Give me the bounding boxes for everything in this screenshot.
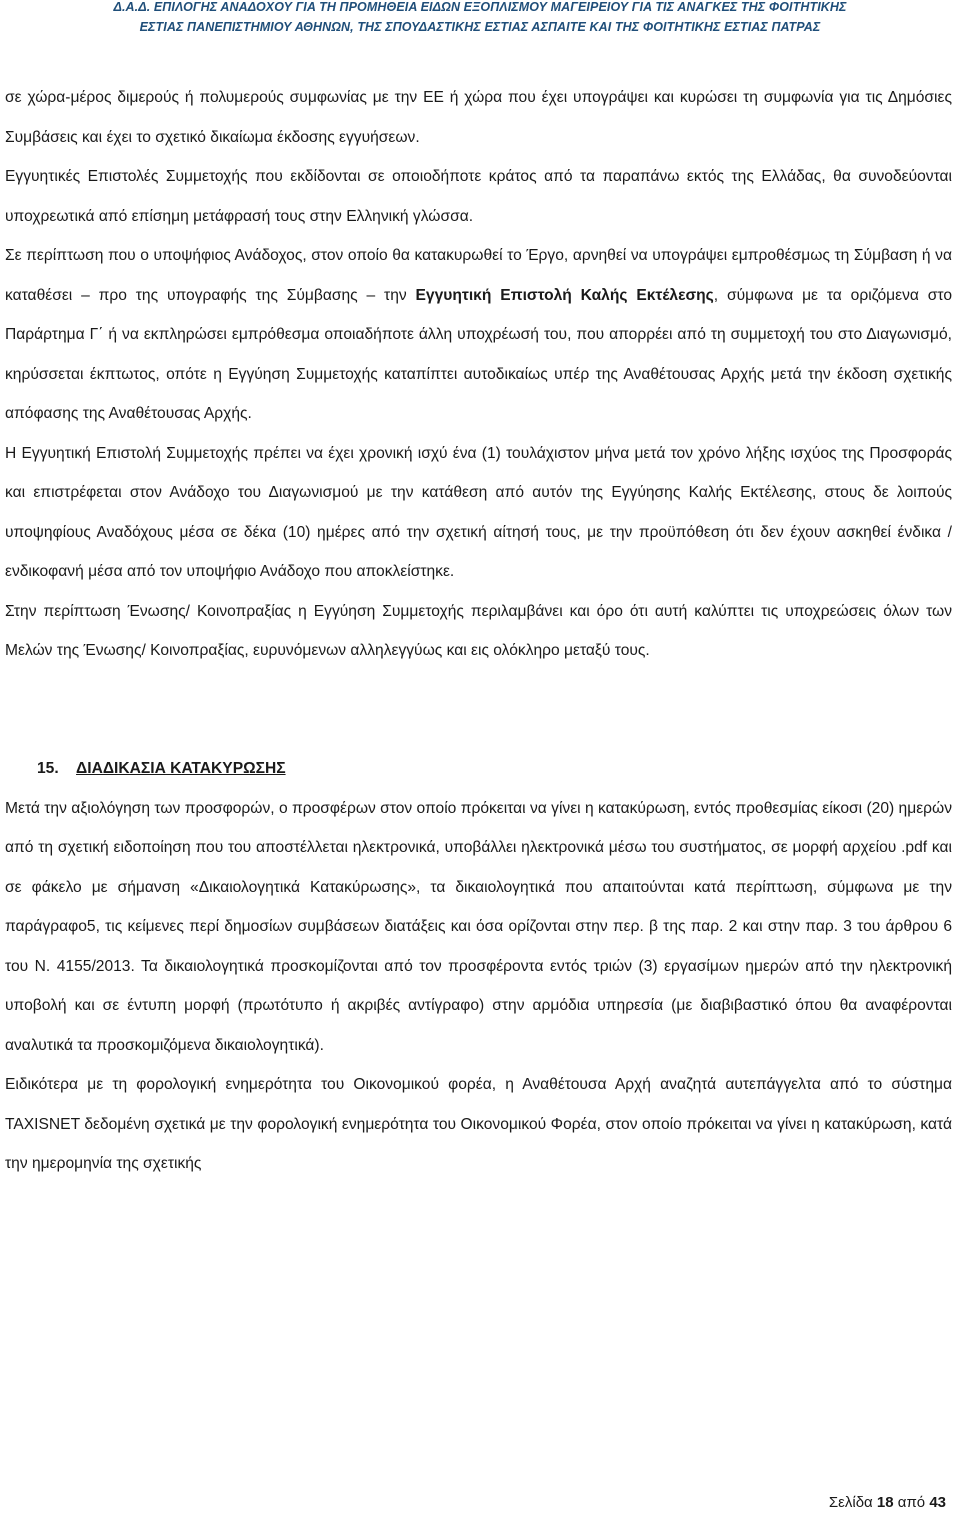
section-heading <box>5 749 952 789</box>
paragraph-forfeiture: Σε περίπτωση που ο υποψήφιος Ανάδοχος, στον οποίο θα κατακυρωθεί το Έργο, αρνηθεί να υπογράψει εμπροθέσμως τη Σύμβαση ή να καταθέσει – προ της υπογραφής της Σύμβασης – την Εγγυητική Επιστολή Καλής Εκτέλεσης, σύμφωνα με τα οριζόμενα στο Παράρτημα Γ΄ ή να εκπληρώσει εμπρόθεσμα οποιαδήποτε άλλη υποχρέωσή του, που απορρέει από τη συμμετοχή του στο Διαγωνισμό, κηρύσσεται έκπτωτος, οπότε η Εγγύηση Συμμετοχής καταπίπτει αυτοδικαίως υπέρ της Αναθέτουσας Αρχής μετά την έκδοση σχετικής απόφασης της Αναθέτουσας Αρχής. <box>5 247 952 422</box>
header-line-1: Δ.Α.Δ. ΕΠΙΛΟΓΗΣ ΑΝΑΔΟΧΟΥ ΓΙΑ ΤΗ ΠΡΟΜΗΘΕΙΑ ΕΙΔΩΝ ΕΞΟΠΛΙΣΜΟΥ ΜΑΓΕΙΡΕΙΟΥ ΓΙΑ ΤΙΣ ΑΝΑΓΚΕΣ ΤΗΣ ΦΟΙΤΗΤΙΚΗΣ <box>113 0 847 14</box>
paragraph-consortium: Στην περίπτωση Ένωσης/ Κοινοπραξίας η Εγγύηση Συμμετοχής περιλαμβάνει και όρο ότι αυτή καλύπτει τις υποχρεώσεις όλων των Μελών της Ένωσης/ Κοινοπραξίας, ευρυνόμενων αλληλεγγύως και εις ολόκληρο μεταξύ τους. <box>5 602 952 659</box>
paragraph-tax-clearance: Ειδικότερα με τη φορολογική ενημερότητα του Οικονομικού φορέα, η Αναθέτουσα Αρχή αναζητά αυτεπάγγελτα από το σύστημα TAXISNET δεδομένη σχετικά με την φορολογική ενημερότητα του Οικονομικού Φορέα, στον οποίο πρόκειται να γίνει η κατακύρωση, κατά την ημερομηνία της σχετικής <box>5 1076 952 1172</box>
bold-performance-guarantee: Εγγυητική Επιστολή Καλής Εκτέλεσης <box>415 286 714 304</box>
page-total: 43 <box>929 1494 946 1511</box>
paragraph-award-documents: Μετά την αξιολόγηση των προσφορών, ο προσφέρων στον οποίο πρόκειται να γίνει η κατακύρωση, εντός προθεσμίας είκοσι (20) ημερών από τη σχετική ειδοποίηση που του αποστέλλεται ηλεκτρονικά, υποβάλλει ηλεκτρονικά μέσω του συστήματος, σε μορφή αρχείου .pdf και σε φάκελο με σήμανση «Δικαιολογητικά Κατακύρωσης», τα δικαιολογητικά που απαιτούνται κατά περίπτωση, σύμφωνα με την παράγραφο5, τις κείμενες περί δημοσίων συμβάσεων διατάξεις και όσα ορίζονται στην περ. β της παρ. 2 και στην παρ. 3 του άρθρου 6 του Ν. 4155/2013. Τα δικαιολογητικά προσκομίζονται από τον προσφέροντα εντός τριών (3) εργασίμων ημερών από την ηλεκτρονική υποβολή και σε έντυπη μορφή (πρωτότυπο ή ακριβές αντίγραφο) στην αρμόδια υπηρεσία (με διαβιβαστικό όπου θα αναφέρονται αναλυτικά τα προσκομιζόμενα δικαιολογητικά). <box>5 799 952 1054</box>
page-of-label: από <box>897 1494 926 1511</box>
section-title: ΔΙΑΔΙΚΑΣΙΑ ΚΑΤΑΚΥΡΩΣΗΣ <box>76 759 286 777</box>
document-body <box>5 78 952 1184</box>
paragraph-eu-agreement: σε χώρα-μέρος διμερούς ή πολυμερούς συμφωνίας με την ΕΕ ή χώρα που έχει υπογράψει και κυρώσει τη συμφωνία για τις Δημόσιες Συμβάσεις και έχει το σχετικό δικαίωμα έκδοσης εγγυήσεων. <box>5 89 952 146</box>
section-number: 15. <box>37 759 59 777</box>
page-footer <box>829 1494 946 1511</box>
header-line-2: ΕΣΤΙΑΣ ΠΑΝΕΠΙΣΤΗΜΙΟΥ ΑΘΗΝΩΝ, ΤΗΣ ΣΠΟΥΔΑΣΤΙΚΗΣ ΕΣΤΙΑΣ ΑΣΠΑΙΤΕ ΚΑΙ ΤΗΣ ΦΟΙΤΗΤΙΚΗΣ ΕΣΤΙΑΣ ΠΑΤΡΑΣ <box>139 20 821 34</box>
page-label: Σελίδα <box>828 1494 873 1511</box>
paragraph-translation: Εγγυητικές Επιστολές Συμμετοχής που εκδίδονται σε οποιοδήποτε κράτος από τα παραπάνω εκτός της Ελλάδας, θα συνοδεύονται υποχρεωτικά από επίσημη μετάφρασή τους στην Ελληνική γλώσσα. <box>5 168 952 225</box>
page-number: 18 <box>876 1494 894 1511</box>
document-header <box>0 0 960 37</box>
paragraph-validity: Η Εγγυητική Επιστολή Συμμετοχής πρέπει να έχει χρονική ισχύ ένα (1) τουλάχιστον μήνα μετά τον χρόνο λήξης ισχύος της Προσφοράς και επιστρέφεται στον Ανάδοχο του Διαγωνισμού με την κατάθεση από αυτόν της Εγγύησης Καλής Εκτέλεσης, στους δε λοιπούς υποψηφίους Αναδόχους μέσα σε δέκα (10) ημέρες από την σχετική αίτησή τους, με την προϋπόθεση ότι δεν έχουν ασκηθεί ένδικα / ενδικοφανή μέσα από τον υποψήφιο Ανάδοχο που αποκλείστηκε. <box>5 444 952 580</box>
